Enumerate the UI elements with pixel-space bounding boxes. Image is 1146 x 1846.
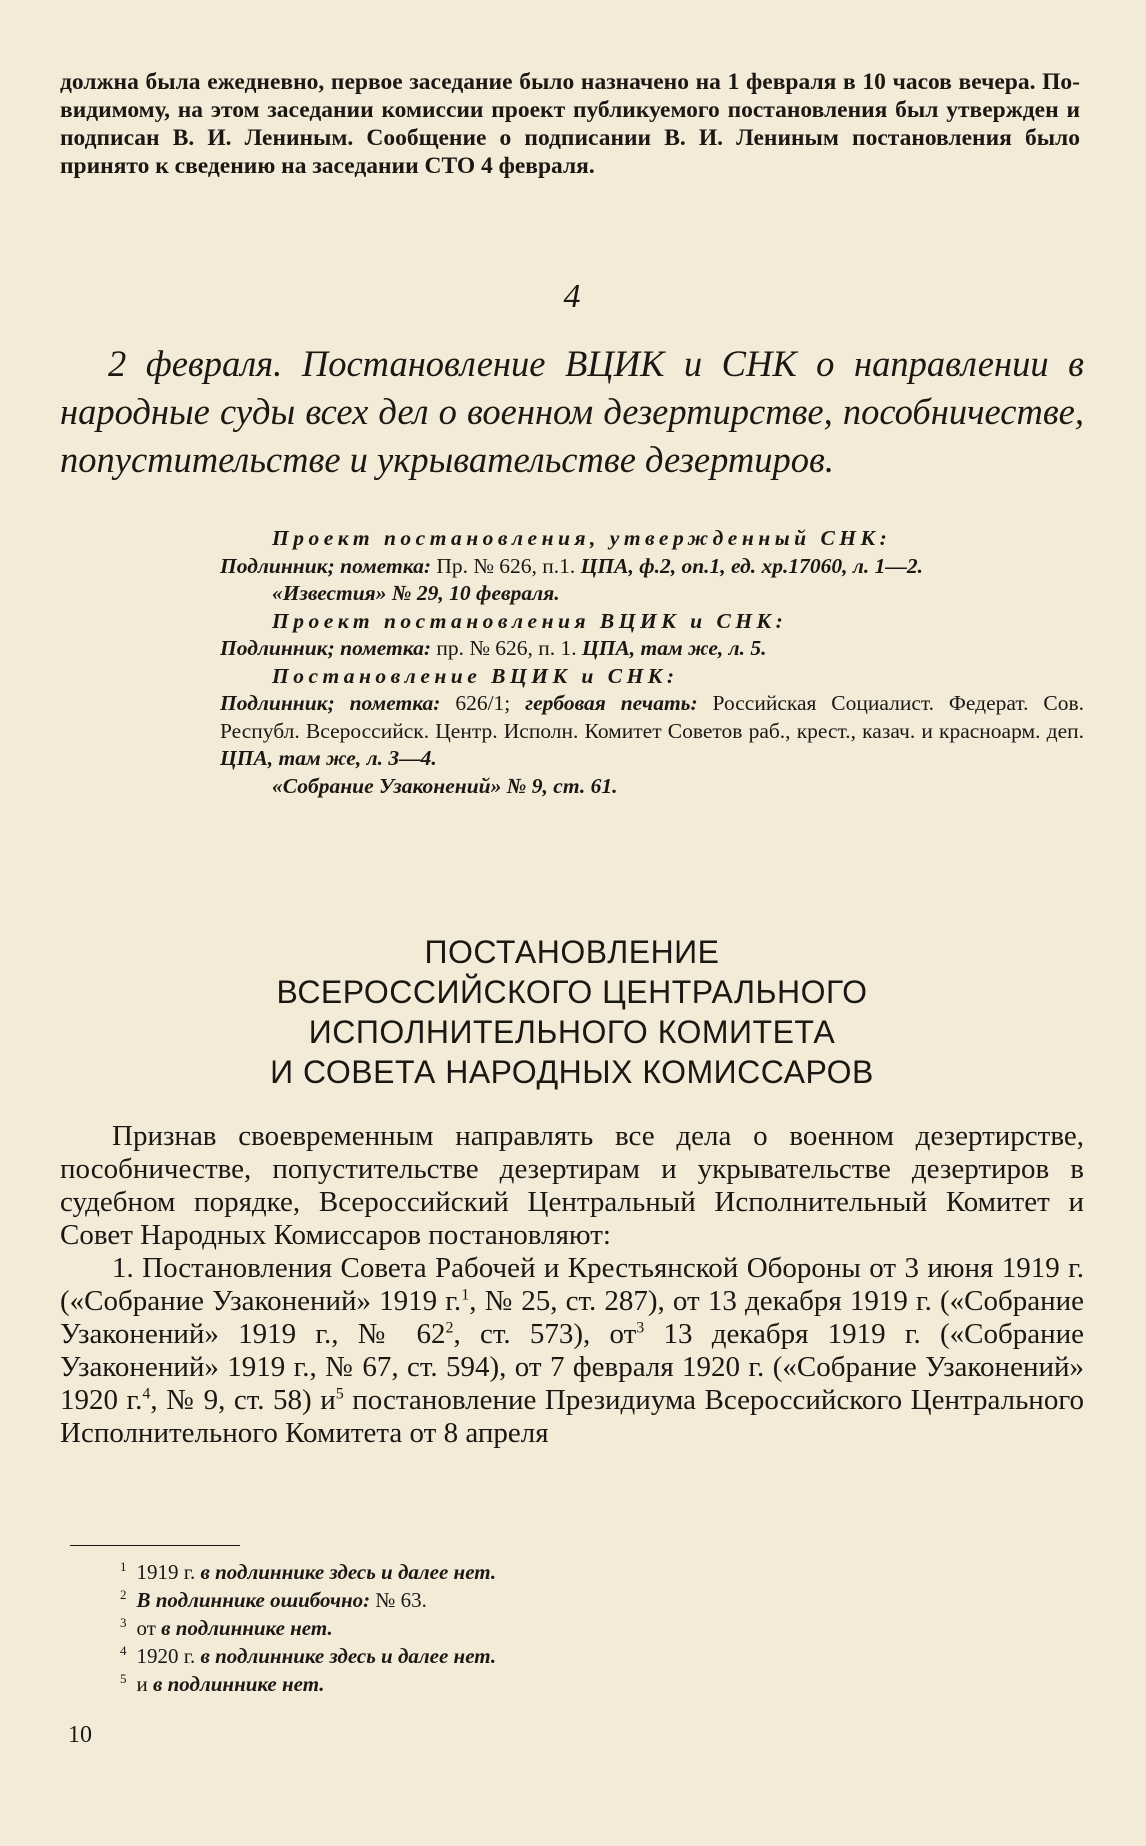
footnote-ref: 4 <box>142 1385 151 1403</box>
heading-line: ПОСТАНОВЛЕНИЕ <box>424 934 720 970</box>
source-5: «Собрание Узаконений» № 9, ст. 61. <box>272 773 618 798</box>
footnote: $^1$ 1919 г. в подлиннике здесь и далее нет. <box>120 1559 497 1584</box>
footnote: $^2$ В подлиннике ошибочно: № 63. <box>120 1587 427 1612</box>
source-4: Постановление ВЦИК и СНК: Подлинник; пометка: 626/1; гербовая печать: Российская Социалист. Федерат. Сов. Республ. Всероссийск. Центр. Исполн. Комитет Советов раб., крест., казач. и красноарм. деп. ЦПА, там же, л. 3—4. <box>220 663 1085 770</box>
body-paragraph-1: Признав своевременным направлять все дела о военном дезертирстве, пособничестве, попустительстве дезертирам и укрывательстве дезертиров в судебном порядке, Всероссийский Центральный Исполнительный Комитет и Совет Народных Комиссаров постановляют: <box>60 1120 1084 1251</box>
footnotes <box>120 1558 1020 1698</box>
footnote: $^5$ и в подлиннике нет. <box>120 1671 325 1696</box>
footnote-ref: 3 <box>636 1319 645 1337</box>
heading-line: И СОВЕТА НАРОДНЫХ КОМИССАРОВ <box>270 1054 874 1090</box>
document-number: 4 <box>563 278 581 315</box>
sources-block <box>220 525 1084 800</box>
footnote-ref: 1 <box>461 1286 470 1304</box>
footnote-ref: 2 <box>445 1319 454 1337</box>
footnote-ref: 5 <box>335 1385 344 1403</box>
source-3: Проект постановления ВЦИК и СНК: Подлинник; пометка: пр. № 626, п. 1. ЦПА, там же, л. 5. <box>220 608 788 660</box>
document-title: 2 февраля. Постановление ВЦИК и СНК о направлении в народные суды всех дел о военном дезертирстве, пособничестве, попустительстве и укрывательстве дезертиров. <box>60 343 1084 480</box>
source-2: «Известия» № 29, 10 февраля. <box>272 581 560 605</box>
document-page <box>60 0 1084 1846</box>
page-number: 10 <box>68 1722 92 1748</box>
heading-line: ВСЕРОССИЙСКОГО ЦЕНТРАЛЬНОГО <box>276 974 868 1010</box>
decree-heading <box>60 932 1084 1092</box>
footnote: $^4$ 1920 г. в подлиннике здесь и далее нет. <box>120 1643 497 1668</box>
source-4-heading: Постановление ВЦИК и СНК: <box>272 663 679 688</box>
source-1-heading: Проект постановления, утвержденный СНК: <box>272 526 892 550</box>
source-3-heading: Проект постановления ВЦИК и СНК: <box>272 608 788 633</box>
heading-line: ИСПОЛНИТЕЛЬНОГО КОМИТЕТА <box>308 1014 836 1050</box>
intro-paragraph: должна была ежедневно, первое заседание было назначено на 1 февраля в 10 часов вечера. По-видимому, на этом заседании комиссии проект публикуемого постановления был утвержден и подписан В. И. Лениным. Сообщение о подписании В. И. Лениным постановления было принято к сведению на заседании СТО 4 февраля. <box>60 69 1080 179</box>
body-paragraph-2: 1. Постановления Совета Рабочей и Крестьянской Обороны от 3 июня 1919 г. («Собрание Узаконений» 1919 г.$^1$, № 25, ст. 287), от 13 декабря 1919 г. («Собрание Узаконений» 1919 г., № $62^2$, ст. 573), $от^3$ 13 декабря 1919 г. («Собрание Узаконений» 1919 г., № 67, ст. 594), от 7 февраля 1920 г. («Собрание Узаконений» 1920 г.$^4$, № 9, ст. 58) $и^5$ постановление Президиума Всероссийского Центрального Исполнительного Комитета от 8 апреля <box>60 1252 1085 1449</box>
source-1: Проект постановления, утвержденный СНК: Подлинник; пометка: Пр. № 626, п.1. ЦПА, ф.2, оп.1, ед. хр.17060, л. 1—2. <box>220 526 923 578</box>
footnote: $^3$ от в подлиннике нет. <box>120 1615 333 1640</box>
footnote-divider <box>70 1545 240 1546</box>
decree-body <box>60 1120 1084 1450</box>
